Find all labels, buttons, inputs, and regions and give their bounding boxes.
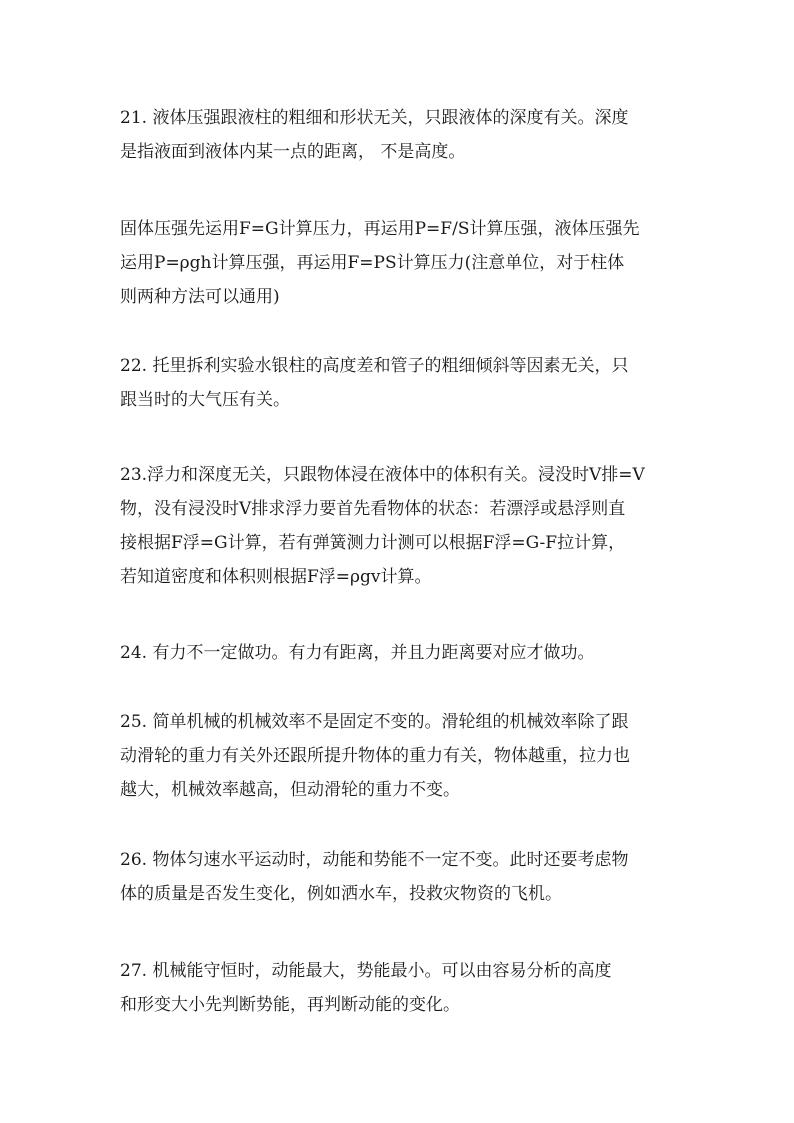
text-line: 则两种方法可以通用) xyxy=(120,287,280,307)
text-line: 27. 机械能守恒时，动能最大，势能最小。可以由容易分析的高度 xyxy=(120,961,612,981)
paragraph-23 xyxy=(120,458,680,594)
paragraph-24 xyxy=(120,636,680,670)
text-line: 越大，机械效率越高，但动滑轮的重力不变。 xyxy=(120,780,460,800)
text-line: 体的质量是否发生变化，例如洒水车，投救灾物资的飞机。 xyxy=(120,884,562,904)
text-line: 物，没有浸没时V排求浮力要首先看物体的状态：若漂浮或悬浮则直 xyxy=(120,499,626,519)
text-line: 若知道密度和体积则根据F浮=ρgv计算。 xyxy=(120,567,432,587)
text-line: 固体压强先运用F=G计算压力，再运用P=F/S计算压强，液体压强先 xyxy=(120,219,640,239)
paragraph-21 xyxy=(120,101,680,169)
text-line: 是指液面到液体内某一点的距离， 不是高度。 xyxy=(120,142,466,162)
paragraph-26 xyxy=(120,843,680,911)
text-line: 和形变大小先判断势能，再判断动能的变化。 xyxy=(120,995,460,1015)
text-line: 23.浮力和深度无关，只跟物体浸在液体中的体积有关。浸没时V排=V xyxy=(120,465,645,485)
text-line: 跟当时的大气压有关。 xyxy=(120,390,290,410)
text-line: 25. 简单机械的机械效率不是固定不变的。滑轮组的机械效率除了跟 xyxy=(120,712,629,732)
paragraph-22 xyxy=(120,349,680,417)
text-line: 24. 有力不一定做功。有力有距离，并且力距离要对应才做功。 xyxy=(120,643,595,663)
text-line: 22. 托里拆利实验水银柱的高度差和管子的粗细倾斜等因素无关，只 xyxy=(120,356,629,376)
paragraph-27 xyxy=(120,954,680,1022)
text-line: 动滑轮的重力有关外还跟所提升物体的重力有关，物体越重，拉力也 xyxy=(120,746,630,766)
paragraph-25 xyxy=(120,705,680,807)
paragraph-pressure-methods xyxy=(120,212,680,314)
text-line: 26. 物体匀速水平运动时，动能和势能不一定不变。此时还要考虑物 xyxy=(120,850,629,870)
text-line: 接根据F浮=G计算，若有弹簧测力计测可以根据F浮=G-F拉计算， xyxy=(120,533,626,553)
text-line: 运用P=ρgh计算压强，再运用F=PS计算压力(注意单位，对于柱体 xyxy=(120,253,625,273)
text-line: 21. 液体压强跟液柱的粗细和形状无关，只跟液体的深度有关。深度 xyxy=(120,108,629,128)
